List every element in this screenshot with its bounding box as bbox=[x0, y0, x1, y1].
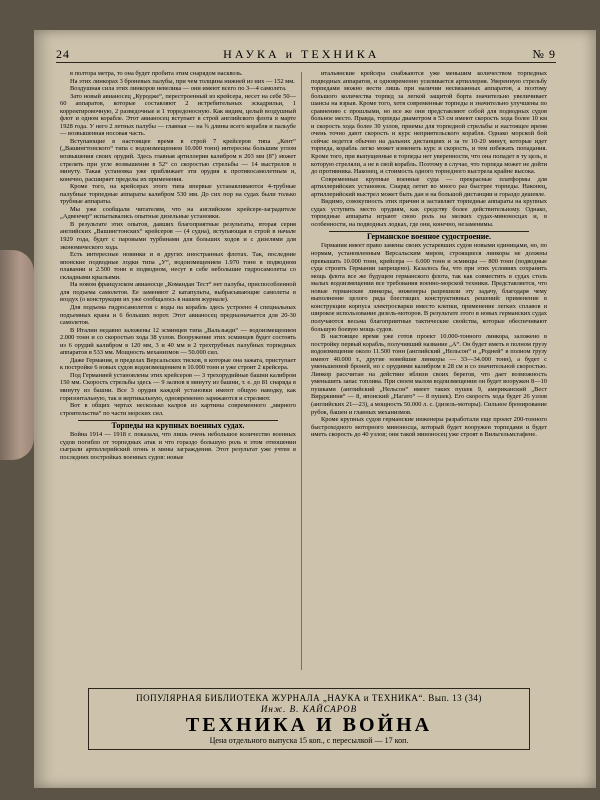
paragraph: Мы уже сообщали читателям, что на английском крейсере-заградителе „Адвенчер“ испытывались опытные дизельные установки. bbox=[60, 205, 296, 221]
paragraph: Воздушная сила этих линкоров невелика — они имеют всего по 3—4 самолета. bbox=[70, 85, 287, 93]
ad-price: Цена отдельного выпуска 15 коп., с пересылкой — 17 коп. bbox=[209, 736, 409, 745]
ad-series-line: ПОПУЛЯРНАЯ БИБЛИОТЕКА ЖУРНАЛА „НАУКА и ТЕХНИКА“. Вып. 13 (34) bbox=[136, 693, 482, 703]
paragraph: В настоящее время уже готов проект 10.000-тонного линкора, заложено в постройку первый корабль, получивший название „А“. Он будет иметь в полном грузу водоизмещение около 11.500 тонн (английский „Нельсон“ и „Родней“ в полном грузу имеют 40.000 т., другие новейшие линкоры — 33—34.000 тонн), а будет с уменьшенной броней, но с орудиями калибром в 28 см и со значительной скоростью. Линкор рассчитан на действие вблизи своих берегов, что дает возможность уменьшить запас топлива. При своем малом водоизмещении он будет вооружен 8—10 пушками (английский „Нельсон“ имеет таких пушек 9, американский „Вест Вирджиния“ — 8, японский „Нагато“ — 8 пушек). Его скорость хода будет 26 узлов (английских 21—23), а мощность 50.000 л. с. (дизель-моторы). Сильное бронирование рубок, башен и главных механизмов. bbox=[311, 333, 547, 416]
left-column bbox=[60, 70, 296, 670]
page-header bbox=[56, 40, 556, 63]
paragraph: Есть интересные новинки и в других иностранных флотах. Так, последние японские подводные лодки типа „У“, водоизмещением 1.970 тонн в подводном плавании и 2.500 тонн в подводном, несут в себе небольшие гидросамолеты со складными крыльями. bbox=[60, 251, 296, 281]
page-number: 24 bbox=[56, 47, 70, 61]
paragraph: Под Германией установлены этих крейсеров — 3 трехорудийные башни калибром 150 мм. Скорость стрельбы здесь — 9 залпов в минуту из башни, т. е. до 81 снаряда в минуту из башни. Все 3 орудия каждой установки имеют общую наводку, как горизонтальную, так и вертикальную, одновременно заряжаются и стреляют. bbox=[60, 371, 296, 402]
paragraph: Германия имеет право замены своих устаревших судов новыми единицами, но, по нормам, установленным Версальским миром, строящиеся линкоры не должны превышать 10.000 тонн, крейсера — 6.000 тонн и эсминцы — 800 тонн (подводные суда строить Германии запрещено). Казалось бы, что при этих условиях сохранить мощь флота все же будущем германского флота, так как совместить в судах столь малых водоизмещении все требования военно-морской техники. Представляется, что новые германские линкоры, инженеры разрешили эту задачу, благодаря чему выполнение целого ряда блестящих конструктивных решений: применение в конструкции корпуса электросварки вместо клепки, применение легких сплавов и широкое использование дизель-моторов. В результате этого в новых германских судах получаются весьма благоприятные тактические свойства, которые обеспечивают большую боевую мощь судов. bbox=[311, 242, 547, 333]
paragraph: На новом французском авианосце „Командан Тест“ нет палубы, приспособленной для подъема самолетов. Ее заменяют 2 катапульты, выбрасывающие самолеты в воздух (о конструкции их уже сообщалось в нашем журнале). bbox=[60, 281, 296, 304]
paragraph: В результате этих опытов, давших благоприятные результаты, вторая серия английских „Вашингтонских“ крейсеров — (4 судна), вступающая в строй в начале 1929 года, будет с паровыми турбинами для больших ходов и с дизелями для экономического хода. bbox=[60, 220, 296, 251]
paragraph: В Италии недавно заложены 12 эсминцев типа „Вальзьяди“ — водоизмещением 2.000 тонн и со скоростью хода 38 узлов. Вооружение этих эсминцев будет состоять из 6 орудий калибром в 120 мм, 3 и 40 мм и 2 трехтрубных палубных торпедных аппаратов в 533 мм. Мощность механизмов — 50.000 сил. bbox=[60, 326, 296, 357]
thumb-holding-page bbox=[0, 250, 34, 460]
paragraph: Видимо, совокупность этих причин и заставляет торпедные аппараты на крупных судах уступить место орудиям, как средству более действительному. Однако, торпедные аппараты играют свою роль на мелких судах-миноносцах и, в особенности, на подводных лодках, где они, конечно, незаменимы. bbox=[311, 198, 547, 228]
ad-author: Инж. В. КАЙСАРОВ bbox=[260, 704, 358, 714]
paragraph: Вот в общих чертах несколько калров из картины современного „мирного строительства“ по части морских сил. bbox=[60, 402, 296, 417]
right-column bbox=[311, 70, 547, 670]
paragraph: Вступающие в настоящее время в строй 7 крейсеров типа „Кент“ („Вашингтонского“ типа с водоизмещением 10.000 тонн) интересны большим углом возвышения своих орудий. Здесь главная артиллерия калибром в 203 мм (8") может стрелять при угле возвышения в 52° со скоростью стрельбы — 14 выстрелов в минуту. Такая установка уже приближает эти орудия к противосамолетным и, конечно, расширяет пределы их применения. bbox=[60, 137, 296, 183]
paragraph: Кроме того, на крейсерах этого типа впервые устанавливаются 4-трубные палубные торпедные аппараты калибром 530 мм. До сих пор на судах были только трубные аппараты. bbox=[60, 183, 296, 206]
paragraph: Война 1914 — 1918 г. показала, что лишь очень небольшое количество военных судов погибло от торпедных атак и что гораздо большую роль в этом отношении сыграли артиллерийский огонь и мины заграждения. Этот результат уже учтен в последних постройках военных судов: новые bbox=[60, 431, 296, 461]
issue-number: № 9 bbox=[532, 47, 556, 61]
section-heading-german-shipbuilding: Германское военное судостроение. bbox=[367, 232, 491, 242]
journal-title: НАУКА и ТЕХНИКА bbox=[223, 47, 380, 61]
section-heading-torpedoes: Торпеды на крупных военных судах. bbox=[111, 421, 245, 431]
book-advertisement bbox=[88, 688, 530, 750]
paragraph: Зато новый авианосец „Куродже“, перестроенный из крейсера, несет на себе 50—60 аппаратов, которые составляют 2 истребительных эскадрильи, 1 корректировочную, 2 разведочные и 1 торpедоносную. Как видим, целый воздушный флот и одном корабле. Этот авианосец вступает в строй английского флота в марте 1928 года. У него 2 летных палубы — главная — на ¾ длины всего корабля и пальубе — возвышенная носовая часть. bbox=[60, 92, 296, 138]
paragraph: На этих линкорах 3 броневых палубы, при чем толщина нижней из них — 152 мм. bbox=[70, 77, 295, 85]
paragraph: Кроме крупных судов германские инженеры разработали еще проект 200-тонного быстроходного моторного миноносца, который будет вооружен торпедами и будет иметь скорость до 40 узлов; они такой миноносец уже строят в Вильгельмсгафене. bbox=[311, 416, 547, 439]
paragraph: Для подъема гидросамолетов с воды на корабль здесь устроено 4 специальных подъемных крана и 6 больших ворот. Этот авианосец предназначается для 20-30 самолетов. bbox=[60, 303, 296, 327]
paragraph: Современные крупные военные суда — прекрасные платформы для артиллерийских установок. Снаряд летит во много раз быстрее торпеды. Наконец, артиллерийский выстрел может быть дан и на большой дистанции и гораздо дешевле. bbox=[311, 175, 547, 198]
paragraph: в полтора метра, то она будет пробита этим снарядом насквозь. bbox=[70, 70, 243, 77]
ad-book-title: ТЕХНИКА И ВОЙНА bbox=[185, 714, 433, 736]
column-divider bbox=[301, 72, 302, 670]
paragraph: Даже Германия, в пределах Версальских тисков, в которые она зажата, приступает к постройке 6 новых судов водоизмещением в 10.000 тонн и уже строит 2 крейсера. bbox=[60, 356, 296, 372]
paragraph: итальянские крейсера снабжаются уже меньшим количеством торпедных подводных аппаратов, и одновременно усиливается артиллерия. Уверенную стрельбу торпедами можно вести лишь при наличии несвязанных аппаратов, а поэтому большого количества торпед за легкой защитой борта значительно увеличивает шансы на взрыв. Кроме того, хотя современные торпеды и значительно улучшены по сравнению с прошлыми, но все же они представляют собой для подводных судов больное место. Правда, торпеды диаметром в 53 см имеют скорость хода более 10 км и скорость хода более 30 узлов, приемы для торпедной стрельбы и настоящее время очень точно дают скорость и курс неприятельского корабля. Однако морской бой сейчас ведется обычно на дальних дистанциях и за те 10-20 минут, которые идет торпеда, корабль легко может изменить курс и скорость, и тем избежать попадания. Кроме того, при выпущенные в торпеды нет уверенности, что она попадет в ту цель, в которую стреляли, а не в свой корабль. Поэтому в случае, что торпеда может не дойти до противника. Наконец, и стоимость одного торпедного выстрела крайне высока. bbox=[311, 70, 547, 176]
